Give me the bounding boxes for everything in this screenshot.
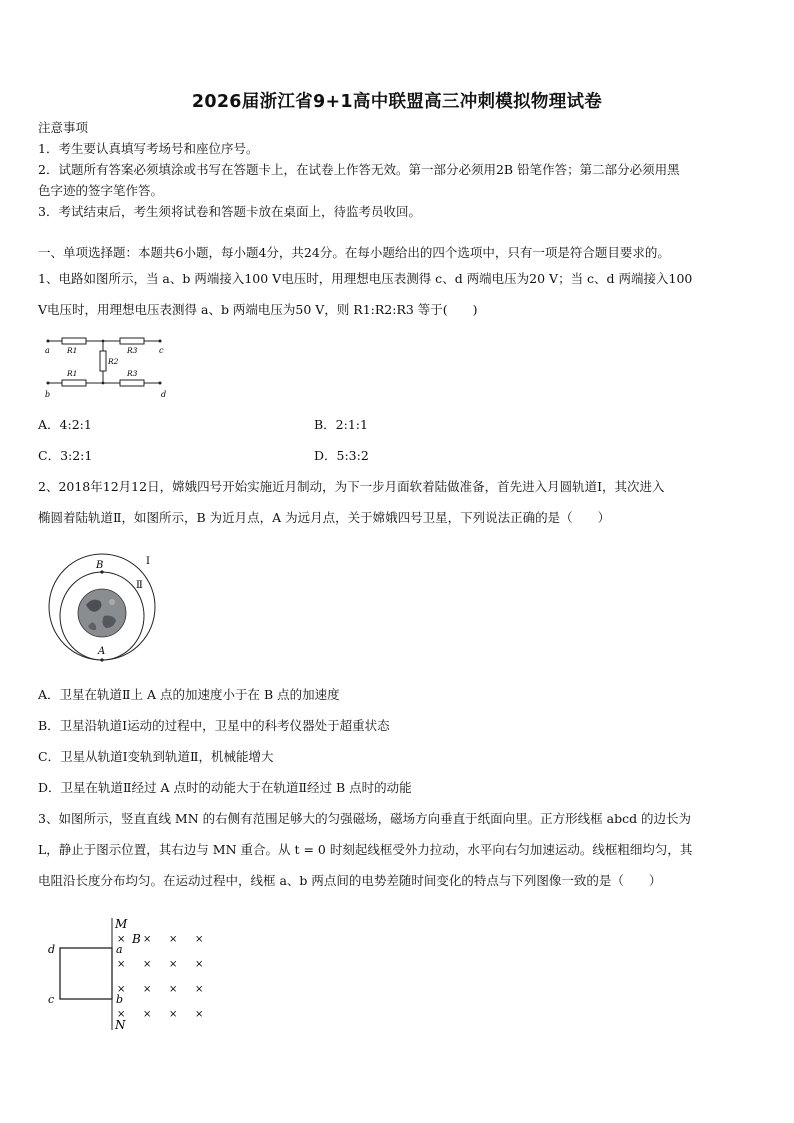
q1-option-d[interactable]: D．5:3:2 xyxy=(314,448,369,463)
page-title: 2026届浙江省9+1高中联盟高三冲刺模拟物理试卷 xyxy=(191,92,603,112)
vertex-d-label: d xyxy=(48,943,56,956)
notice-item: 色字迹的签字笔作答。 xyxy=(38,183,164,198)
notice-item: 2．试题所有答案必须填涂或书写在答题卡上，在试卷上作答无效。第一部分必须用2B 铅笔作答；第二部分必须用黑 xyxy=(38,162,680,177)
field-cross: × xyxy=(195,984,204,995)
orbit-1-label: Ⅰ xyxy=(146,556,150,567)
terminal-d-label: d xyxy=(161,390,167,399)
q2-option-d[interactable]: D．卫星在轨道Ⅱ经过 A 点时的动能大于在轨道Ⅱ经过 B 点时的动能 xyxy=(38,780,412,795)
label-m: M xyxy=(115,917,128,931)
vertex-b-label: b xyxy=(116,993,124,1006)
field-cross: × xyxy=(169,984,178,995)
resistor-r3-top-label: R3 xyxy=(127,346,138,355)
notice-heading: 注意事项 xyxy=(38,120,89,135)
q1-option-a[interactable]: A．4:2:1 xyxy=(38,417,92,432)
resistor-r1-top-label: R1 xyxy=(67,346,78,355)
q3-magnetic-field-figure xyxy=(42,912,222,1038)
label-n: N xyxy=(115,1018,126,1032)
field-cross: × xyxy=(195,934,204,945)
field-cross: × xyxy=(117,934,126,945)
q2-option-b[interactable]: B．卫星沿轨道Ⅰ运动的过程中，卫星中的科考仪器处于超重状态 xyxy=(38,718,390,733)
point-a-label: A xyxy=(98,646,106,657)
field-cross: × xyxy=(169,934,178,945)
resistor-r3-bottom-label: R3 xyxy=(127,369,138,378)
q2-stem-line: 椭圆着陆轨道Ⅱ，如图所示，B 为近月点，A 为远月点，关于嫦娥四号卫星，下列说法正确的是（ ） xyxy=(38,510,611,525)
q1-stem-line: V电压时，用理想电压表测得 a、b 两端电压为50 V，则 R1:R2:R3 等于( ) xyxy=(38,302,478,317)
orbit-2-label: Ⅱ xyxy=(136,580,143,591)
q3-stem-line: 3、如图所示，竖直直线 MN 的右侧有范围足够大的匀强磁场，磁场方向垂直于纸面向里。正方形线框 abcd 的边长为 xyxy=(38,811,692,826)
field-cross: × xyxy=(169,1009,178,1020)
terminal-c-label: c xyxy=(159,346,164,355)
field-cross: × xyxy=(195,959,204,970)
field-cross: × xyxy=(117,959,126,970)
notice-item: 3．考试结束后，考生须将试卷和答题卡放在桌面上，待监考员收回。 xyxy=(38,204,421,219)
terminal-b-label: b xyxy=(45,390,51,399)
q2-stem-line: 2、2018年12月12日，嫦娥四号开始实施近月制动，为下一步月面软着陆做准备，首先进入月圆轨道Ⅰ，其次进入 xyxy=(38,479,665,494)
field-cross: × xyxy=(195,1009,204,1020)
notice-item: 1．考生要认真填写考场号和座位序号。 xyxy=(38,141,259,156)
vertex-a-label: a xyxy=(116,943,123,956)
section-heading: 一、单项选择题：本题共6小题，每小题4分，共24分。在每小题给出的四个选项中，只有一项是符合题目要求的。 xyxy=(38,245,670,260)
field-cross: × xyxy=(143,934,152,945)
field-b-label: B xyxy=(132,932,141,946)
field-cross: × xyxy=(169,959,178,970)
field-cross: × xyxy=(117,984,126,995)
field-cross: × xyxy=(143,959,152,970)
q3-stem-line: 电阻沿长度分布均匀。在运动过程中，线框 a、b 两点间的电势差随时间变化的特点与下列图像一致的是（ ） xyxy=(38,873,662,888)
point-b-label: B xyxy=(96,560,104,571)
q1-circuit-figure xyxy=(38,333,178,403)
q2-option-a[interactable]: A．卫星在轨道Ⅱ上 A 点的加速度小于在 B 点的加速度 xyxy=(38,687,340,702)
q1-stem-line: 1、电路如图所示，当 a、b 两端接入100 V电压时，用理想电压表测得 c、d 两端电压为20 V；当 c、d 两端接入100 xyxy=(38,271,693,286)
field-cross: × xyxy=(143,984,152,995)
field-cross: × xyxy=(117,1009,126,1020)
terminal-a-label: a xyxy=(45,346,50,355)
q3-stem-line: L，静止于图示位置，其右边与 MN 重合。从 t = 0 时刻起线框受外力拉动，水平向右匀加速运动。线框粗细均匀，其 xyxy=(38,842,693,857)
resistor-r1-bottom-label: R1 xyxy=(67,369,78,378)
q2-option-c[interactable]: C．卫星从轨道Ⅰ变轨到轨道Ⅱ，机械能增大 xyxy=(38,749,274,764)
q2-orbit-figure xyxy=(40,550,164,662)
q1-option-b[interactable]: B．2:1:1 xyxy=(314,417,368,432)
resistor-r2-label: R2 xyxy=(108,357,119,366)
vertex-c-label: c xyxy=(48,993,55,1006)
q1-option-c[interactable]: C．3:2:1 xyxy=(38,448,93,463)
field-cross: × xyxy=(143,1009,152,1020)
